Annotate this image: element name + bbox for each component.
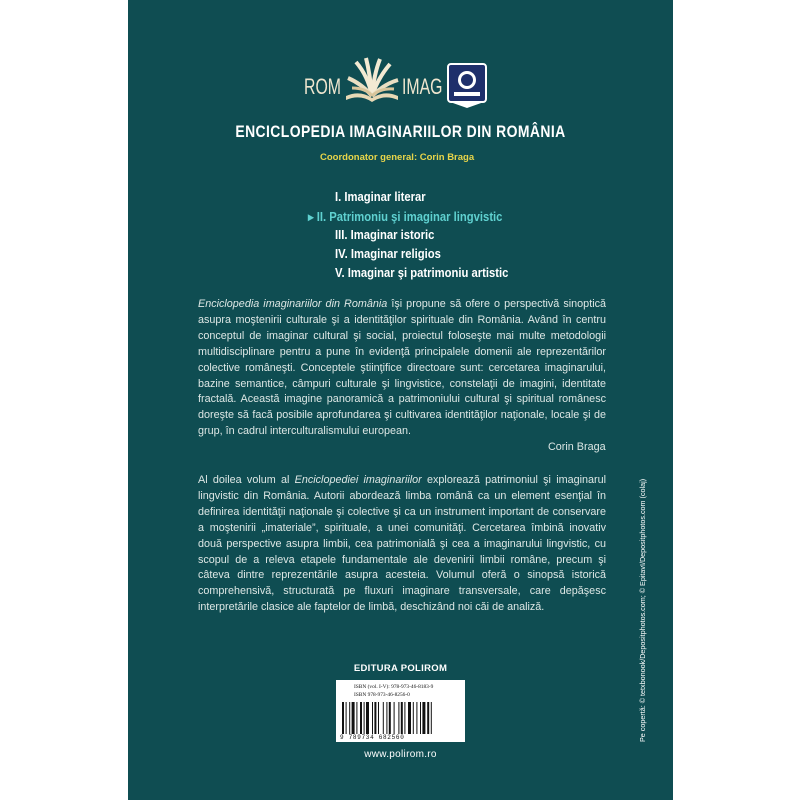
volume-item-4: IV. Imaginar religios [335, 247, 441, 261]
cover-image-credit: Pe copertă: © tetxbonook/Depositphotos.com; © EpitavI/Depositphotos.com (colaj) [638, 478, 647, 742]
volume-description-text: explorează patrimoniul şi imaginarul lingvistic din România. Autorii abordează limba română ca un element esenţial în definirea identităţii naţionale şi colective şi ca un instrument important de conservare a moştenirii „imateriale”, spirituale, a unei comunităţi. Cercetarea îmbină inovativ două perspective asupra limbii, cea patrimonială şi cea a imaginarului lingvistic, cu scopul de a releva etapele fundamentale ale devenirii limbii române, precum şi câteva dintre reprezentările asupra acesteia. Volumul oferă o sinopsă istorică comprehensivă, structurată pe fluxuri imaginare transversale, care depăşesc interpretările clasice ale faptelor de limbă, deschizând noi căi de analiză. [198, 474, 607, 614]
series-description [198, 297, 606, 440]
logo-imag-text: IMAG [402, 74, 443, 99]
volume-italic-title: Enciclopediei imaginariilor [294, 474, 422, 486]
barcode-box [336, 680, 465, 742]
university-seal-icon [442, 60, 492, 110]
encyclopedia-title: ENCICLOPEDIA IMAGINARIILOR DIN ROMÂNIA [235, 122, 566, 141]
logo-rom-text: ROM [304, 74, 341, 99]
open-book-icon [342, 56, 402, 106]
volume-item-5: V. Imaginar şi patrimoniu artistic [335, 266, 509, 280]
publisher-name: EDITURA POLIROM [353, 663, 448, 674]
barcode-graphic [342, 702, 460, 734]
isbn-volume: ISBN 978-973-46-8256-0 [354, 692, 410, 698]
volume-description [198, 473, 606, 616]
volume-item-1: I. Imaginar literar [335, 190, 426, 204]
isbn-set: ISBN (vol. I-V): 978-973-46-8183-9 [354, 684, 434, 690]
coordinator-line: Coordonator general: Corin Braga [320, 152, 475, 163]
publisher-website: www.polirom.ro [364, 749, 437, 760]
book-back-cover [128, 0, 673, 800]
logo-row [128, 52, 673, 112]
series-description-text: îşi propune să ofere o perspectivă sinoptică asupra moştenirii culturale şi a identităţilor spirituale din România. Având în centru conceptul de imaginar cultural şi social, proiectul foloseşte mai multe metodologii multidisciplinare pentru a pune în evidenţă principalele domenii ale reprezentărilor colective româneşti. Conceptele ştiinţifice directoare sunt: cercetarea imaginarului, bazine semantice, câmpuri culturale şi lingvistice, constelaţii de imagini, identitate fractală. Această imagine panoramică a patrimoniului cultural şi spiritual românesc doreşte să facă posibile aprofundarea şi cultivarea identităţilor naţionale, locale şi de grup, în cadrul interculturalismului european. [198, 298, 606, 438]
volume-item-2-current: ▸ II. Patrimoniu şi imaginar lingvistic [308, 210, 503, 224]
volume-item-3: III. Imaginar istoric [335, 228, 435, 242]
series-italic-title: Enciclopedia imaginariilor din România [198, 298, 388, 310]
volume-description-lead: Al doilea volum al [198, 474, 295, 486]
author-signature: Corin Braga [548, 441, 606, 453]
barcode-number: 9 789734 682560 [340, 734, 405, 741]
